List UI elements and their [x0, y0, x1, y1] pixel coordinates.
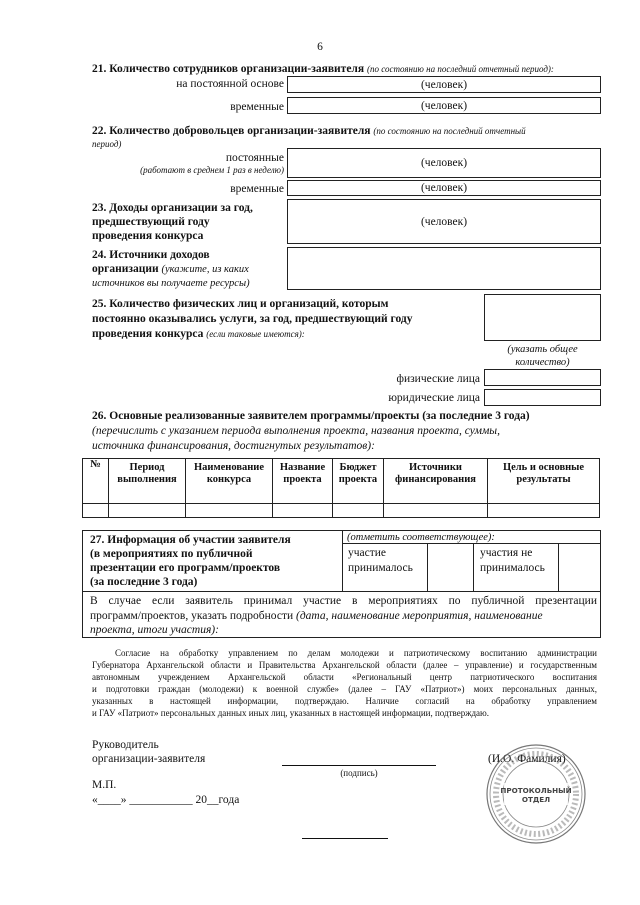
- stamp-text-2: ОТДЕЛ: [521, 795, 551, 804]
- s24-title-2-bold: организации: [92, 263, 159, 275]
- bottom-rule: [302, 838, 388, 839]
- s21-row1-field[interactable]: (человек): [287, 76, 601, 93]
- signature-line[interactable]: [282, 765, 436, 766]
- s27-opt1-1: участие: [348, 547, 387, 559]
- s25-note: (если таковые имеются):: [206, 329, 305, 339]
- s23-field[interactable]: (человек): [287, 199, 601, 244]
- s22-row1-label: постоянные: [225, 152, 284, 164]
- s22-row1-field[interactable]: (человек): [287, 148, 601, 178]
- s23-title-2: предшествующий году: [92, 216, 210, 228]
- s26-note-1: (перечислить с указанием периода выполнения проекта, названия проекта, суммы,: [92, 425, 500, 437]
- consent-line-1: Согласие на обработку управлением по делам молодежи и патриотическому воспитанию администрации: [115, 648, 597, 658]
- s25-title-2: постоянно оказывались услуги, за год, предшествующий году: [92, 313, 413, 325]
- s25-row2-field[interactable]: [484, 389, 601, 406]
- s25-title-3-bold: проведения конкурса: [92, 328, 204, 340]
- s21-row1-label: на постоянной оснoве: [176, 78, 284, 90]
- table-cell[interactable]: [186, 504, 273, 518]
- col-header: Название проекта: [273, 459, 333, 504]
- stamp-text-1: ПРОТОКОЛЬНЫЙ: [500, 786, 572, 795]
- s25-hint-1: (указать общее: [507, 344, 578, 355]
- table-cell[interactable]: [384, 504, 488, 518]
- s27-opt2-1: участия не: [480, 547, 533, 559]
- s22-row2-field[interactable]: (человек): [287, 180, 601, 196]
- consent-line-3: автономным учреждением Архангельской области «Региональный центр патриотического воспитания: [92, 672, 597, 682]
- col-header: Цель и основные результаты: [488, 459, 600, 504]
- s23-title-1: 23. Доходы организации за год,: [92, 202, 253, 214]
- s21-row2-label: временные: [230, 101, 284, 113]
- s27-title-2: (в мероприятиях по публичной: [90, 548, 253, 560]
- date-line: «____» ___________ 20__года: [92, 794, 240, 806]
- signer-role-2: организации-заявителя: [92, 753, 206, 765]
- s27-detail-2: [90, 609, 597, 623]
- protocol-department-stamp: [484, 742, 588, 846]
- section-22-heading: 22. Количество добровольцев организации-заявителя: [92, 125, 371, 137]
- s26-title: 26. Основные реализованные заявителем программы/проекты (за последние 3 года): [92, 410, 530, 422]
- section-22-title: [92, 124, 612, 138]
- s24-note-2: (укажите, из каких: [161, 264, 249, 275]
- projects-table: [82, 458, 600, 518]
- table-cell[interactable]: [273, 504, 333, 518]
- s27-detail-1: В случае если заявитель принимал участие в мероприятиях по публичной презентации: [90, 595, 597, 607]
- s26-note-2: источника финансирования, достигнутых результатов):: [92, 440, 375, 452]
- s24-title-1: 24. Источники доходов: [92, 249, 210, 261]
- table-cell[interactable]: [488, 504, 600, 518]
- s27-title-4: (за последние 3 года): [90, 576, 198, 588]
- consent-line-2: Губернатора Архангельской области и Правительства Архангельской области (далее – управление) и государственным: [92, 660, 597, 670]
- s25-title-1: 25. Количество физических лиц и организаций, которым: [92, 298, 389, 310]
- s27-detail-2-text: программ/проектов, указать подробности: [90, 610, 294, 622]
- s21-row2-field[interactable]: (человек): [287, 97, 601, 114]
- page-number: 6: [317, 41, 323, 53]
- signature-caption: (подпись): [340, 768, 378, 778]
- section-22-note-2: период): [92, 139, 122, 149]
- s27-opt1-2: принималось: [348, 562, 413, 574]
- s25-total-field[interactable]: [484, 294, 601, 341]
- s27-detail-note-3: проекта, итоги участия):: [90, 624, 219, 636]
- section-21-heading: 21. Количество сотрудников организации-заявителя: [92, 63, 365, 75]
- s27-title-3: презентации его программ/проектов: [90, 562, 281, 574]
- signer-name: (И.О. Фамилия): [488, 753, 566, 765]
- signer-role-1: Руководитель: [92, 739, 159, 751]
- s27-note: (отметить соответствующее):: [347, 532, 495, 543]
- s25-title-3: [92, 327, 305, 341]
- s25-row1-label: физические лица: [396, 373, 480, 385]
- table-cell[interactable]: [83, 504, 109, 518]
- s27-title-1: 27. Информация об участии заявителя: [90, 534, 291, 546]
- col-header: Наименование конкурса: [186, 459, 273, 504]
- col-header: №: [83, 459, 109, 504]
- s24-field[interactable]: [287, 247, 601, 290]
- s25-row2-label: юридические лица: [388, 392, 480, 404]
- col-header: Источники финансирования: [384, 459, 488, 504]
- section-21-title: [92, 62, 612, 76]
- consent-line-5: указанных в настоящей информации, подтверждаю. Наличие согласий на обработку управлением: [92, 696, 597, 706]
- s22-row2-label: временные: [230, 183, 284, 195]
- seal-place: М.П.: [92, 779, 117, 791]
- s27-opt2-checkbox[interactable]: [558, 543, 601, 592]
- s24-note-3: источников вы получаете ресурсы): [92, 278, 250, 289]
- section-21-note: (по состоянию на последний отчетный период):: [366, 64, 554, 74]
- s25-hint-2: количество): [515, 357, 570, 368]
- s27-detail-note-2: (дата, наименование мероприятия, наименование: [296, 610, 543, 622]
- s23-title-3: проведения конкурса: [92, 230, 204, 242]
- table-cell[interactable]: [333, 504, 384, 518]
- s25-row1-field[interactable]: [484, 369, 601, 386]
- s24-title-2: [92, 262, 249, 276]
- s27-opt1-checkbox[interactable]: [427, 543, 474, 592]
- col-header: Период выполнения: [109, 459, 186, 504]
- table-header-row: [83, 459, 600, 504]
- section-22-note: (по состоянию на последний отчетный: [373, 126, 526, 136]
- table-row[interactable]: [83, 504, 600, 518]
- consent-line-4: и подготовки граждан (молодежи) к военной службе» (далее – ГАУ «Патриот») моих персональных данных,: [92, 684, 597, 694]
- col-header: Бюджет проекта: [333, 459, 384, 504]
- table-cell[interactable]: [109, 504, 186, 518]
- s27-opt2-2: принималось: [480, 562, 545, 574]
- consent-line-6: и ГАУ «Патриот» персональных данных иных лиц, указанных в настоящей информации, подтверждаю.: [92, 708, 489, 718]
- s22-row1-sub: (работают в среднем 1 раз в неделю): [140, 165, 284, 175]
